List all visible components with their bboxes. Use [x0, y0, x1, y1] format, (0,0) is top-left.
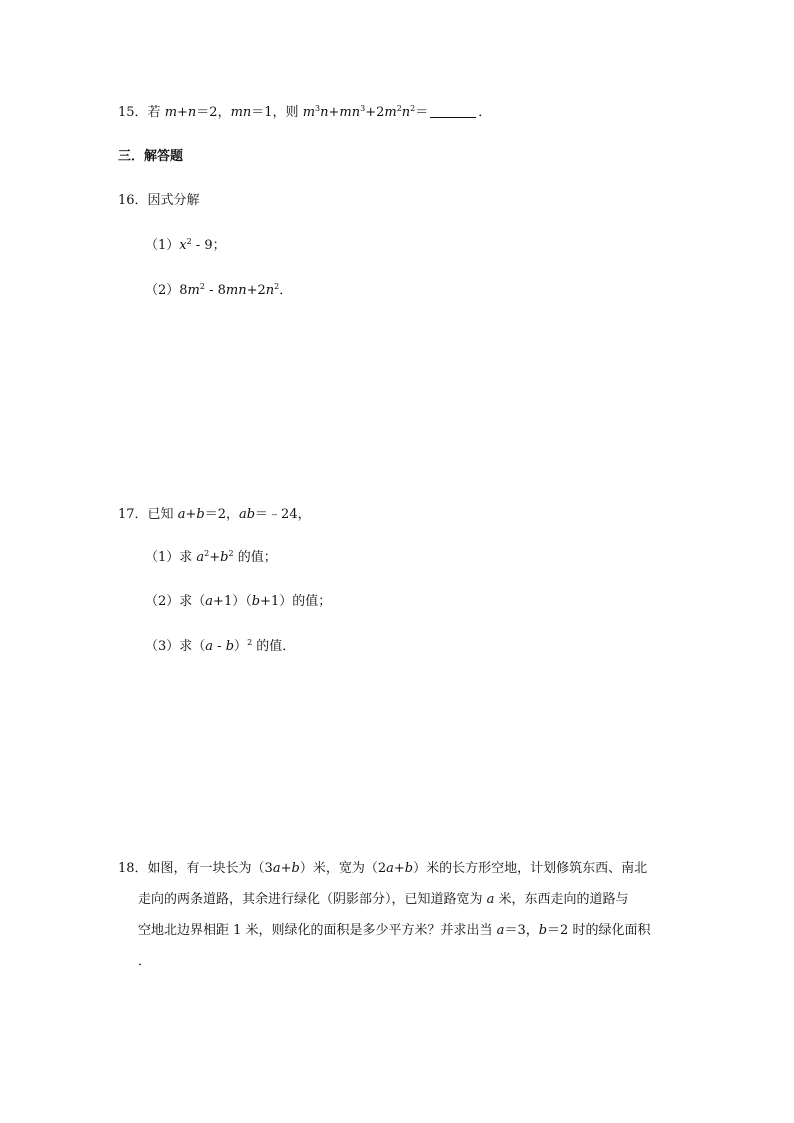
answer-blank[interactable] [430, 105, 476, 118]
question-17-part-1: （1）求 $a^2+b^2$ 的值； [145, 549, 277, 565]
question-16-title: 因式分解 [147, 193, 200, 208]
question-17-part-3: （3）求（a - b）$^2$ 的值． [145, 638, 296, 654]
question-15-end: ． [478, 105, 492, 120]
question-17-number: 17． [118, 507, 148, 522]
question-16-part-2: $(2)8m^2 - 8mn+2n^2$． [145, 282, 293, 298]
question-16 [118, 192, 200, 210]
question-16-number: 16． [118, 193, 148, 208]
question-16-part-1: $(1)x^2 - 9$； [145, 237, 226, 253]
question-18: 18．如图，有一块长为（3a+b）米，宽为（2a+b）米的长方形空地，计划修筑东西、南北 走向的两条道路，其余进行绿化（阴影部分），已知道路宽为 a 米，东西走向的道路与 空地北边界相距 1 米，则绿化的面积是多少平方米？并求出当 a＝3，b＝2 时的绿化面积 ． [118, 861, 651, 969]
section-title: 三．解答题 [118, 149, 184, 164]
question-17 [118, 506, 311, 524]
question-15-number: 15． [118, 105, 148, 120]
question-15-text: 若 m+n＝2，mn＝1，则 $m^3n+mn^3+2m^2n^2=$ [147, 104, 429, 120]
question-18-number: 18． [118, 861, 148, 876]
question-17-stem: 已知 a+b＝2，ab＝﹣24， [147, 507, 311, 522]
question-17-part-2: （2）求（a+1）（b+1）的值； [145, 594, 332, 609]
question-15 [118, 104, 491, 122]
